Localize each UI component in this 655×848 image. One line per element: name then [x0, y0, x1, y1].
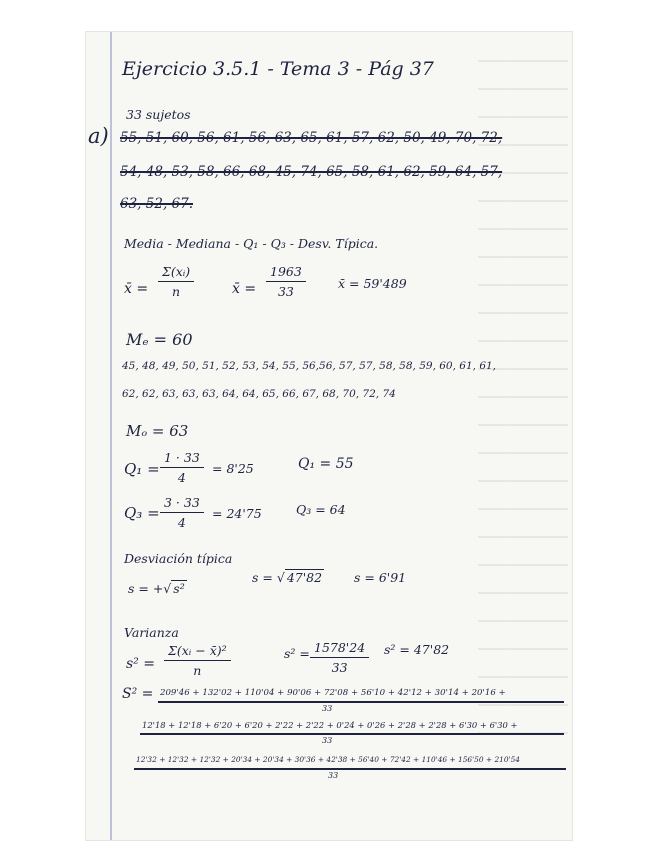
q1-num: 1 · 33 [160, 450, 204, 468]
std-result: s = 6'91 [354, 570, 407, 585]
mean-formula-fraction [158, 264, 194, 299]
std-value-radicand: 47'82 [286, 570, 323, 585]
q1-value: = 8'25 [212, 461, 254, 476]
q3-value: = 24'75 [212, 506, 262, 521]
exercise-title: Ejercicio 3.5.1 - Tema 3 - Pág 37 [122, 58, 434, 80]
mean-formula-den: n [172, 284, 181, 299]
data-row-2: 54, 48, 53, 58, 66, 68, 45, 74, 65, 58, 61, 62, 59, 64, 57, [120, 164, 503, 180]
expansion-den-1: 33 [322, 704, 333, 713]
q3-lhs: Q₃ = [124, 504, 160, 522]
expansion-line-1: 209'46 + 132'02 + 110'04 + 90'06 + 72'08 + 56'10 + 42'12 + 30'14 + 20'16 + [160, 688, 506, 698]
mean-result: x̄ = 59'489 [338, 276, 407, 291]
data-row-1: 55, 51, 60, 56, 61, 56, 63, 65, 61, 57, 62, 50, 49, 70, 72, [120, 130, 503, 146]
expansion-den-2: 33 [322, 736, 333, 745]
median-result: Mₑ = 60 [126, 330, 193, 349]
std-formula-radicand: s² [173, 581, 185, 596]
subjects-count: 33 sujetos [126, 107, 191, 122]
q3-fraction [160, 495, 204, 530]
q3-result: Q₃ = 64 [296, 502, 346, 517]
std-value-lhs: s = √ [252, 570, 285, 585]
mode-result: Mₒ = 63 [126, 422, 189, 440]
expansion-line-3: 12'32 + 12'32 + 12'32 + 20'34 + 20'34 + 30'36 + 42'38 + 56'40 + 72'42 + 110'46 + 156'50 + 210'54 [136, 755, 520, 764]
std-value [252, 570, 324, 585]
q3-num: 3 · 33 [160, 495, 204, 513]
variance-value-lhs: s² = [284, 646, 310, 661]
variance-value-den: 33 [331, 660, 348, 675]
variance-formula-num: Σ(xᵢ − x̄)² [164, 643, 231, 661]
q1-fraction [160, 450, 204, 485]
variance-result: s² = 47'82 [384, 642, 450, 657]
expansion-den-3: 33 [328, 771, 339, 780]
std-formula-lhs: s = +√ [128, 581, 172, 596]
expansion-rule-3 [134, 768, 566, 770]
q1-result: Q₁ = 55 [298, 456, 354, 472]
expansion-lhs: S² = [122, 686, 154, 702]
q1-lhs: Q₁ = [124, 460, 160, 478]
mean-lhs: x̄ = [124, 281, 149, 297]
part-a-label: a) [88, 124, 109, 148]
q3-den: 4 [177, 515, 186, 530]
expansion-rule-2 [140, 733, 564, 735]
expansion-rule-1 [158, 701, 564, 703]
q1-den: 4 [177, 470, 186, 485]
variance-formula-den: n [193, 663, 202, 678]
std-heading: Desviación típica [124, 551, 233, 566]
mean-value-den: 33 [277, 284, 294, 299]
variance-heading: Varianza [124, 625, 179, 640]
mean-lhs-2: x̄ = [232, 281, 257, 297]
expansion-line-2: 12'18 + 12'18 + 6'20 + 6'20 + 2'22 + 2'22 + 0'24 + 0'26 + 2'28 + 2'28 + 6'30 + 6'30 + [142, 720, 518, 730]
sorted-row-2: 62, 62, 63, 63, 63, 64, 64, 65, 66, 67, 68, 70, 72, 74 [122, 388, 396, 400]
mean-value-fraction [266, 264, 306, 299]
stats-list: Media - Mediana - Q₁ - Q₃ - Desv. Típica. [124, 236, 379, 251]
sorted-row-1: 45, 48, 49, 50, 51, 52, 53, 54, 55, 56,56, 57, 57, 58, 58, 59, 60, 61, 61, [122, 360, 497, 372]
variance-value-num: 1578'24 [310, 640, 369, 658]
std-formula [128, 581, 187, 596]
variance-lhs: s² = [126, 656, 155, 672]
mean-value-num: 1963 [266, 264, 306, 282]
data-row-3: 63, 52, 67. [120, 196, 193, 212]
variance-value-fraction [310, 640, 369, 675]
mean-formula-num: Σ(xᵢ) [158, 264, 194, 282]
margin-line [110, 32, 112, 840]
variance-formula-fraction [164, 643, 231, 678]
